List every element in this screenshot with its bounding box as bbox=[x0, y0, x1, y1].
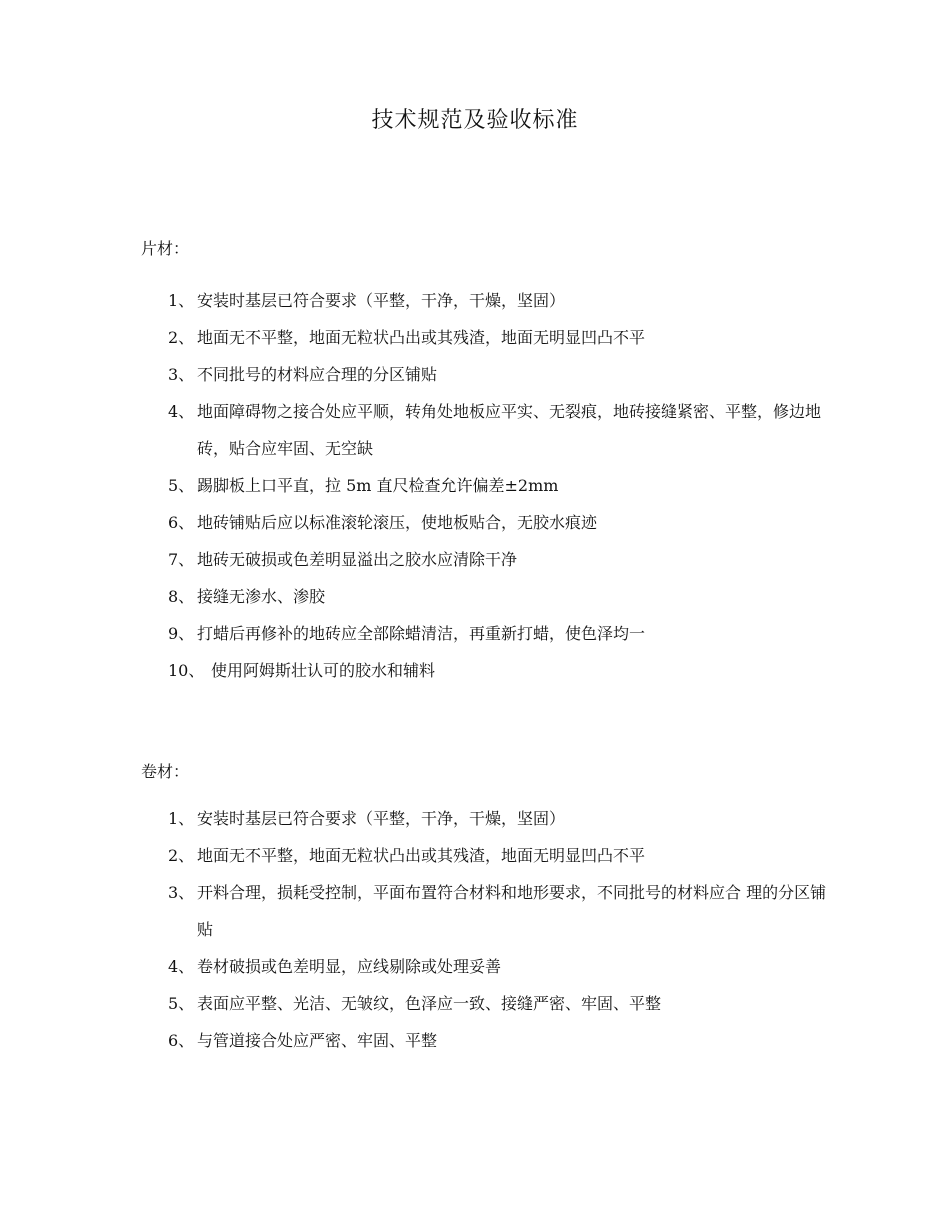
item-text: 卷材破损或色差明显，应线剔除或处理妥善 bbox=[197, 957, 502, 976]
item-text: 踢脚板上口平直，拉 5m 直尺检查允许偏差±2mm bbox=[197, 476, 559, 495]
list-item bbox=[168, 578, 828, 615]
item-text: 开料合理，损耗受控制，平面布置符合材料和地形要求，不同批号的材料应合 理的分区铺贴 bbox=[197, 883, 827, 939]
list-item bbox=[168, 467, 828, 504]
item-text: 地砖无破损或色差明显溢出之胶水应清除干净 bbox=[197, 550, 518, 569]
item-number: 8、 bbox=[168, 587, 195, 606]
list-item bbox=[168, 504, 828, 541]
item-text: 表面应平整、光洁、无皱纹，色泽应一致、接缝严密、牢固、平整 bbox=[197, 994, 662, 1013]
list-item bbox=[168, 1022, 828, 1059]
document-title: 技术规范及验收标准 bbox=[371, 108, 579, 133]
sheet-requirements-list bbox=[168, 282, 828, 689]
item-text: 地面无不平整，地面无粒状凸出或其残渣，地面无明显凹凸不平 bbox=[197, 846, 646, 865]
list-item bbox=[168, 800, 828, 837]
list-item bbox=[168, 948, 828, 985]
item-number: 3、 bbox=[168, 883, 195, 902]
section-heading-roll: 卷材： bbox=[141, 762, 190, 781]
item-number: 2、 bbox=[168, 328, 195, 347]
item-text: 不同批号的材料应合理的分区铺贴 bbox=[197, 365, 438, 384]
list-item bbox=[168, 874, 828, 948]
section-heading-sheet: 片材： bbox=[141, 239, 190, 258]
list-item bbox=[168, 652, 828, 689]
item-number: 1、 bbox=[168, 809, 195, 828]
list-item bbox=[168, 541, 828, 578]
item-number: 9、 bbox=[168, 624, 195, 643]
item-number: 6、 bbox=[168, 1031, 195, 1050]
item-text: 与管道接合处应严密、牢固、平整 bbox=[197, 1031, 438, 1050]
list-item bbox=[168, 393, 828, 467]
list-item bbox=[168, 837, 828, 874]
item-text: 地面障碍物之接合处应平顺，转角处地板应平实、无裂痕，地砖接缝紧密、平整，修边地砖，贴合应牢固、无空缺 bbox=[197, 402, 822, 458]
list-item bbox=[168, 319, 828, 356]
list-item bbox=[168, 356, 828, 393]
list-item bbox=[168, 985, 828, 1022]
item-number: 4、 bbox=[168, 402, 195, 421]
item-number: 5、 bbox=[168, 994, 195, 1013]
item-number: 2、 bbox=[168, 846, 195, 865]
roll-requirements-list bbox=[168, 800, 828, 1059]
item-number: 4、 bbox=[168, 957, 195, 976]
item-text: 使用阿姆斯壮认可的胶水和辅料 bbox=[211, 661, 436, 680]
item-text: 地面无不平整，地面无粒状凸出或其残渣，地面无明显凹凸不平 bbox=[197, 328, 646, 347]
item-text: 地砖铺贴后应以标准滚轮滚压，使地板贴合，无胶水痕迹 bbox=[197, 513, 598, 532]
item-number: 7、 bbox=[168, 550, 195, 569]
item-number: 10、 bbox=[168, 661, 205, 680]
item-text: 安装时基层已符合要求（平整，干净，干燥，坚固） bbox=[197, 809, 566, 828]
item-text: 安装时基层已符合要求（平整，干净，干燥，坚固） bbox=[197, 291, 566, 310]
item-number: 5、 bbox=[168, 476, 195, 495]
item-text: 接缝无渗水、渗胶 bbox=[197, 587, 326, 606]
item-number: 6、 bbox=[168, 513, 195, 532]
item-text: 打蜡后再修补的地砖应全部除蜡清洁，再重新打蜡，使色泽均一 bbox=[197, 624, 646, 643]
list-item bbox=[168, 282, 828, 319]
item-number: 1、 bbox=[168, 291, 195, 310]
list-item bbox=[168, 615, 828, 652]
item-number: 3、 bbox=[168, 365, 195, 384]
